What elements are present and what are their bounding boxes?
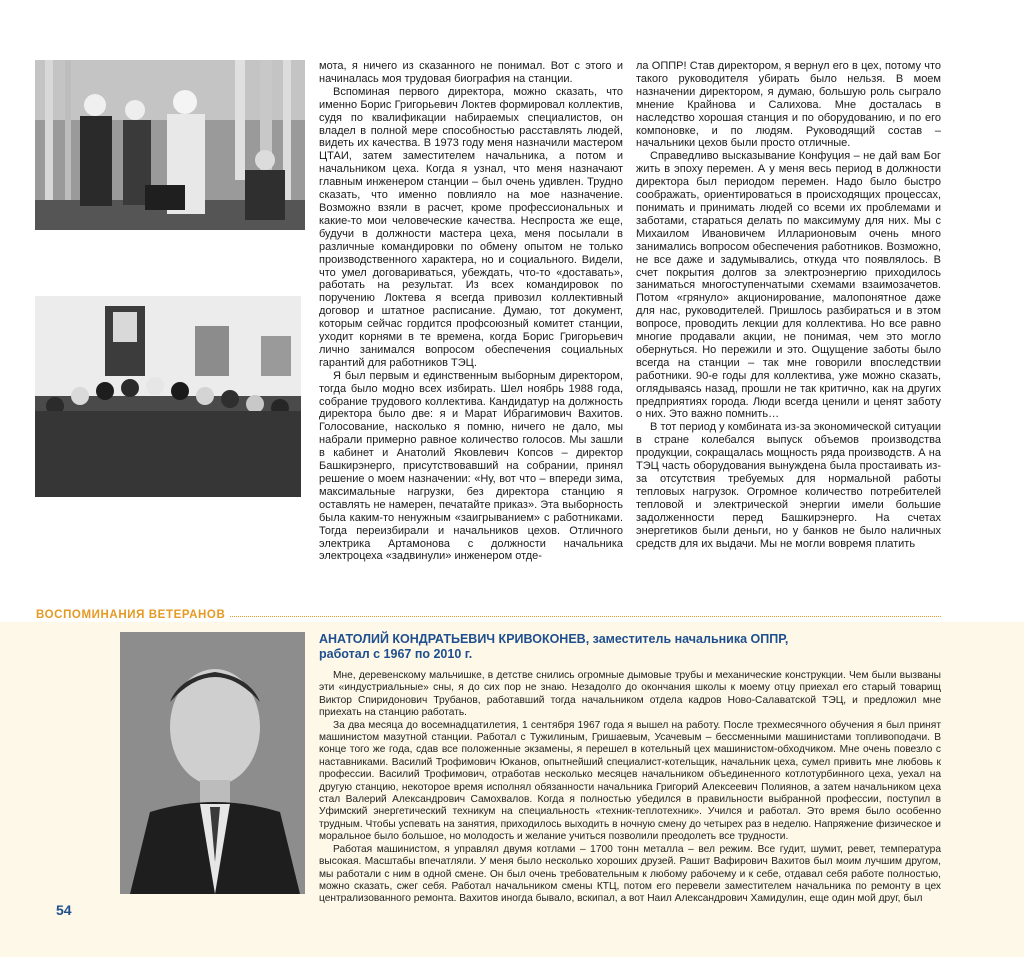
- paragraph: Справедливо высказывание Конфуция – не дай вам Бог жить в эпоху перемен. А у меня весь период в должности директора был периодом перемен. Надо было быстро соображать, ориентироваться в происходящих процессах, понимать и принимать людей со всеми их проблемами и заботами, стараться делать по максимуму для них. Мы с Михаилом Ивановичем Илларионовым очень много занимались вопросом обеспечения работников. Возможно, не все даже и задумывались, откуда что появлялось. В счет покрытия долгов за электроэнергию приходилось заниматься многоступенчатыми схемами взаимозачетов. Потом «грянуло» акционирование, малопонятное даже для нас, руководителей. Пришлось разбираться и в этом вопросе, проводить лекции для коллектива. Но все равно многие продавали акции, не понимая, чем это могло обернуться. Но пережили и это. Ощущение заботы было всегда на станции – так мне говорили впоследствии работники. 90-е годы для коллектива, уже можно сказать, оглядываясь назад, прошли не так критично, как на других предприятиях города. Люди всегда ценили и ценят заботу о них. Это важно помнить…: [636, 150, 941, 421]
- paragraph: Мне, деревенскому мальчишке, в детстве снились огромные дымовые трубы и механические конструкции. Чем были вызваны эти «индустриальные» сны, я до сих пор не знаю. Незадолго до окончания школы к моему отцу приехал его старый товарищ Виктор Спиридонович Трубанов, работавший тогда начальником отдела кадров Ново-Салаватской ТЭЦ, и предложил мне приехать на станцию работать.: [319, 670, 941, 719]
- veteran-years: работал с 1967 по 2010 г.: [319, 647, 473, 661]
- paragraph: Вспоминая первого директора, можно сказать, что именно Борис Григорьевич Локтев формировал коллектив, судя по квалификации набираемых специалистов, он владел в полной мере способностью расставлять людей, видеть их качества. В 1973 году меня назначили мастером ЦТАИ, затем заместителем начальника, а потом и начальником цеха. Когда я узнал, что меня назначают главным инженером станции – был очень удивлен. Трудно сказать, что именно повлияло на мое назначение. Возможно взяли в расчет, кроме профессиональных и какие-то мои человеческие качества. Неспроста же еще, будучи в должности мастера цеха, меня посылали в различные командировки по обмену опытом не только производственного характера, но и социального. Видели, что умел договариваться, убеждать, что-то «доставать», работать на результат. Из всех командировок по поручению Локтева я всегда привозил коллективный договор и штатное расписание. Думаю, тот документ, которым сейчас гордится профсоюзный комитет станции, уходит корнями в те времена, когда Борис Григорьевич лично занимался вопросом обеспечения социальных гарантий для работников ТЭЦ.: [319, 85, 623, 369]
- section-label: ВОСПОМИНАНИЯ ВЕТЕРАНОВ: [36, 608, 230, 622]
- veteran-name: АНАТОЛИЙ КОНДРАТЬЕВИЧ КРИВОКОНЕВ, заместитель начальника ОППР,: [319, 632, 789, 646]
- paragraph: За два месяца до восемнадцатилетия, 1 сентября 1967 года я вышел на работу. После трехмесячного обучения я был принят машинистом мазутной станции. Работал с Тужилиным, Гришаевым, Усачевым – бессменными машинистами топливоподачи. В конце того же года, сдав все положенные экзамены, я перешел в котельный цех машинистом-обходчиком. Мне очень повезло с наставниками. Василий Трофимович Юканов, опытнейший специалист-котельщик, начальник цеха, сумел привить мне любовь к профессии. Василий Трофимович, отработав несколько месяцев начальником объединенного котлотурбинного цеха, уехал на другую станцию, некоторое время исполнял обязанности начальника Григорий Алексеевич Полиянов, а затем начальником цеха стал Валерий Александрович Самохвалов. Когда я полностью убедился в правильности выбранной профессии, поступил в Уфимский энергетический техникум на специальность «техник-теплотехник». Учился и работал. Это время было особенно трудным. Чтобы успевать на занятия, приходилось выходить в ночную смену до четырех раз в неделю. Напряжение физическое и моральное было большое, но молодость и желание учиться позволили преодолеть все трудности.: [319, 719, 941, 843]
- paragraph: ла ОППР! Став директором, я вернул его в цех, потому что такого руководителя убирать было нельзя. В моем назначении директором, я думаю, большую роль сыграло мнение Крайнова и Салихова. Мне досталась в наследство хорошая станция и по оборудованию, и по его компоновке, и по людям. Руководящий состав – начальники цехов были просто отличные.: [636, 60, 941, 150]
- veteran-portrait: [120, 632, 305, 894]
- photo-crowd-entrance: [35, 296, 301, 497]
- page-number: 54: [56, 902, 72, 918]
- paragraph: мота, я ничего из сказанного не понимал. Вот с этого и начиналась моя трудовая биография на станции.: [319, 60, 623, 85]
- paragraph: Я был первым и единственным выборным директором, тогда было модно всех избирать. Шел ноябрь 1988 года, собрание трудового коллектива. Кандидатур на должность директора было две: я и Марат Ибрагимович Вахитов. Голосование, насколько я помню, ничего не дало, мы набрали примерно равное количество голосов. Мы зашли в кабинет и Анатолий Яковлевич Копсов – директор Башкирэнерго, присутствовавший на собрании, принял решение о моем назначении: «Ну, вот что – впереди зима, максимальные нагрузки, без директора станцию я оставлять не намерен, печатайте приказ». Эта выборность была каким-то ненужным «заигрыванием» с работниками. Тогда переизбирали и начальников цехов. Отличного электрика Артамонова с должности начальника электроцеха «задвинули» инженером отде-: [319, 369, 623, 563]
- paragraph: Работая машинистом, я управлял двумя котлами – 1700 тонн металла – вел режим. Все гудит, шумит, ревет, температура высокая. Масштабы впечатляли. У меня было несколько хороших друзей. Рашит Вафирович Вахитов был моим лучшим другом, мы работали с ним в одной смене. Он был очень требовательным к любому рабочему и к себе, отдавал себя работе полностью, можно сказать, сжег себя. Работал начальником смены КТЦ, потом его перевели заместителем начальника по ремонту в цех централизованного ремонта. Вахитов иногда бывало, вскипал, а вот Наил Александрович Хамидулин, еще один мой друг, был: [319, 843, 941, 905]
- article-column-1: [319, 60, 623, 563]
- paragraph: В тот период у комбината из-за экономической ситуации в стране колебался выпуск объемов производства продукции, сокращалась мощность ряда производств. А на ТЭЦ часть оборудования вынуждена была простаивать из-за отсутствия требуемых для нормальной работы тепловых нагрузок. Огромное количество потребителей тепловой и электрической энергии имели большие задолженности перед Башкирэнерго. На счетах энергетиков были деньги, но у банков не было наличных средств для их выдачи. Мы не могли вовремя платить: [636, 421, 941, 550]
- veteran-title: [319, 632, 939, 662]
- veteran-text: [319, 670, 941, 906]
- article-column-2: [636, 60, 941, 550]
- photo-workers-plant: [35, 60, 305, 230]
- section-heading: [36, 608, 941, 622]
